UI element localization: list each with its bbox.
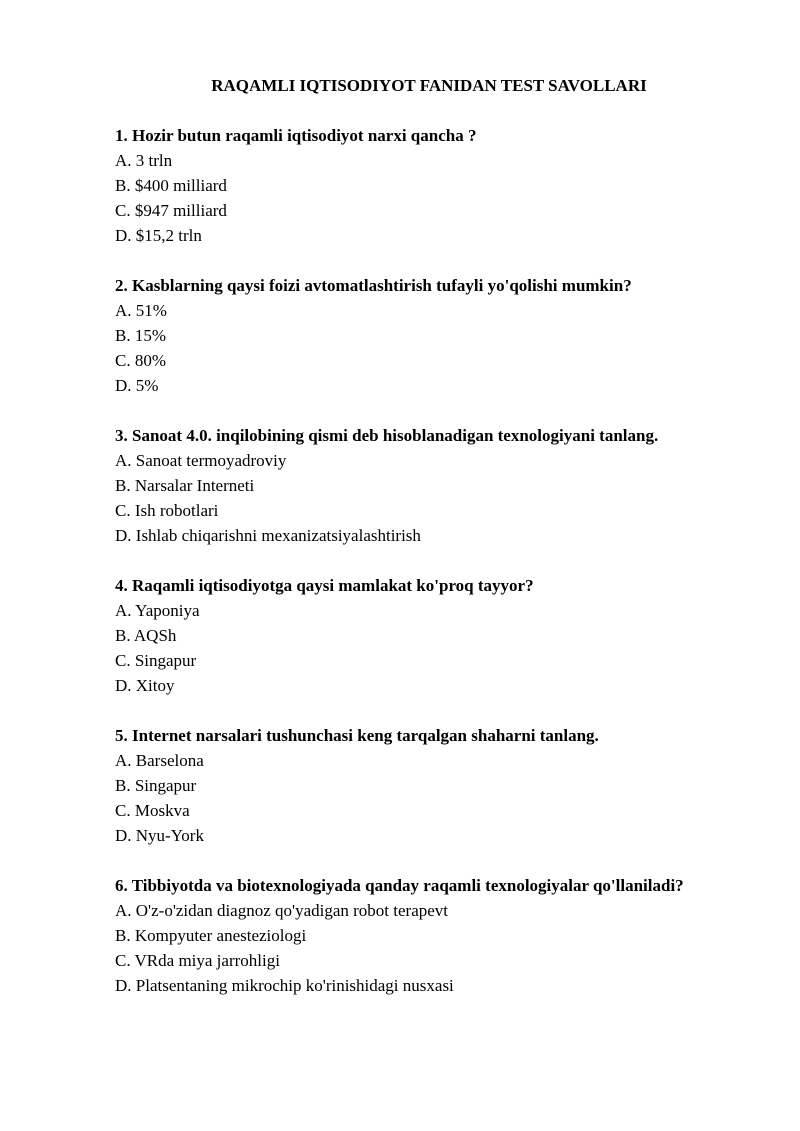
- option-b: B. $400 milliard: [115, 176, 227, 195]
- option-a: A. Yaponiya: [115, 601, 200, 620]
- question-text: 6. Tibbiyotda va biotexnologiyada qanday raqamli texnologiyalar qo'llaniladi?: [115, 876, 684, 895]
- question-4: [115, 573, 755, 698]
- option-b: B. 15%: [115, 326, 166, 345]
- option-b: B. Kompyuter anesteziologi: [115, 926, 307, 945]
- question-text: 2. Kasblarning qaysi foizi avtomatlashtirish tufayli yo'qolishi mumkin?: [115, 276, 632, 295]
- question-text: 5. Internet narsalari tushunchasi keng tarqalgan shaharni tanlang.: [115, 726, 599, 745]
- option-c: C. $947 milliard: [115, 201, 227, 220]
- question-6: [115, 873, 755, 998]
- option-c: C. Ish robotlari: [115, 501, 219, 520]
- option-a: A. Barselona: [115, 751, 204, 770]
- option-d: D. Xitoy: [115, 676, 175, 695]
- question-list: [115, 123, 755, 1023]
- option-c: C. 80%: [115, 351, 166, 370]
- question-text: 4. Raqamli iqtisodiyotga qaysi mamlakat ko'proq tayyor?: [115, 576, 534, 595]
- option-b: B. Singapur: [115, 776, 197, 795]
- option-d: D. Platsentaning mikrochip ko'rinishidagi nusxasi: [115, 976, 454, 995]
- option-a: A. 51%: [115, 301, 167, 320]
- question-3: [115, 423, 755, 548]
- option-a: A. O'z-o'zidan diagnoz qo'yadigan robot terapevt: [115, 901, 449, 920]
- question-1: [115, 123, 755, 248]
- question-text: 3. Sanoat 4.0. inqilobining qismi deb hisoblanadigan texnologiyani tanlang.: [115, 426, 659, 445]
- option-b: B. Narsalar Interneti: [115, 476, 255, 495]
- option-c: C. VRda miya jarrohligi: [115, 951, 280, 970]
- option-d: D. Nyu-York: [115, 826, 204, 845]
- option-d: D. Ishlab chiqarishni mexanizatsiyalashtirish: [115, 526, 421, 545]
- option-d: D. 5%: [115, 376, 159, 395]
- option-a: A. Sanoat termoyadroviy: [115, 451, 287, 470]
- option-b: B. AQSh: [115, 626, 177, 645]
- option-a: A. 3 trln: [115, 151, 173, 170]
- question-text: 1. Hozir butun raqamli iqtisodiyot narxi qancha ?: [115, 126, 477, 145]
- option-c: C. Moskva: [115, 801, 190, 820]
- question-5: [115, 723, 755, 848]
- option-d: D. $15,2 trln: [115, 226, 202, 245]
- page-title: RAQAMLI IQTISODIYOT FANIDAN TEST SAVOLLARI: [211, 76, 647, 95]
- option-c: C. Singapur: [115, 651, 197, 670]
- question-2: [115, 273, 755, 398]
